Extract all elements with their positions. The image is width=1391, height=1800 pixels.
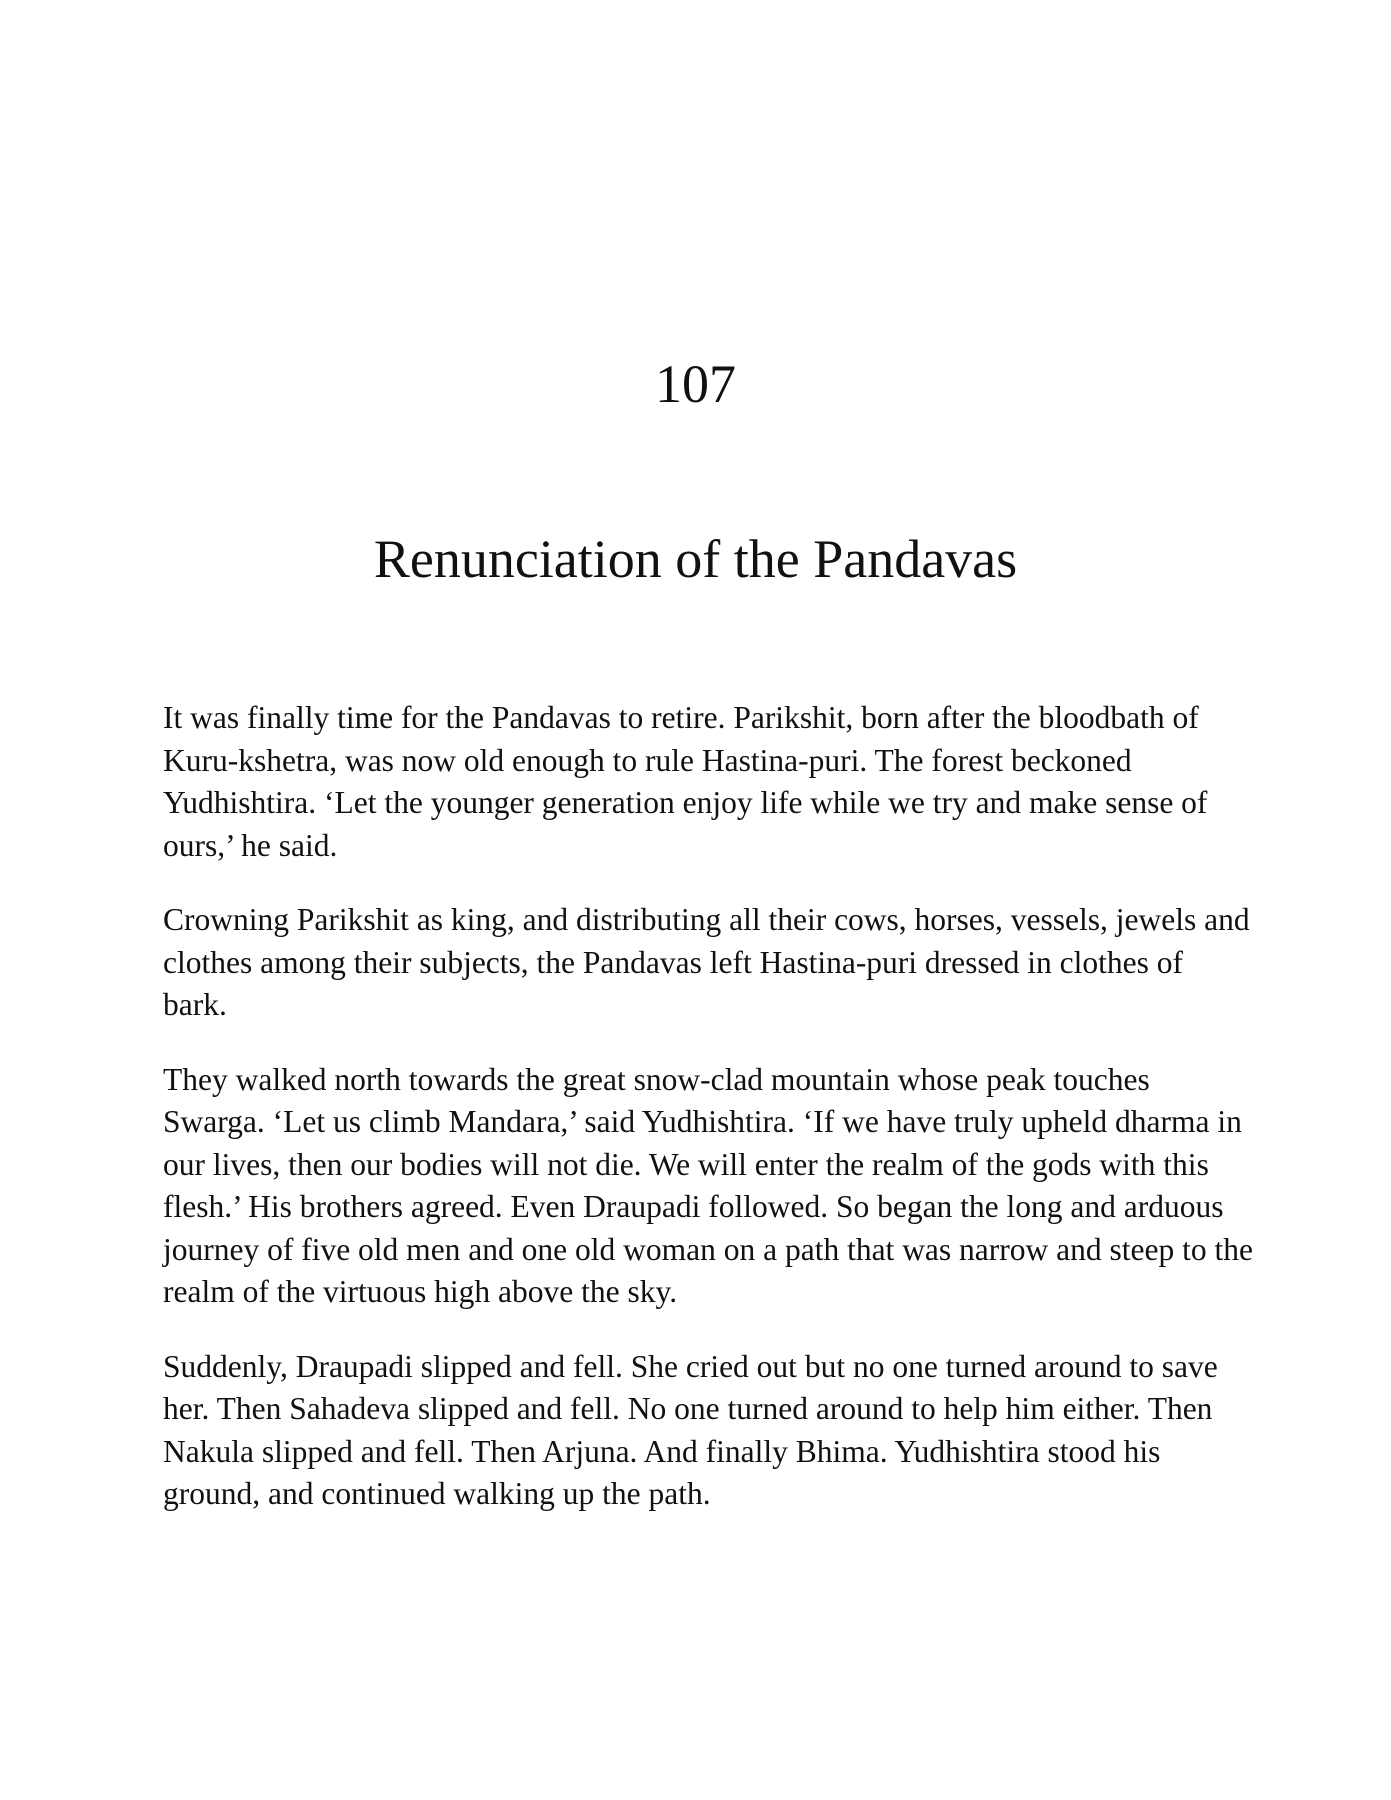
paragraph-4: Suddenly, Draupadi slipped and fell. She cried out but no one turned around to save her. Then Sahadeva slipped and fell. No one turned around to help him either. Then Nakula slipped and fell. Then Arjuna. And finally Bhima. Yudhishtira stood his ground, and continued walking up the path. <box>163 1348 1218 1511</box>
chapter-title: Renunciation of the Pandavas <box>373 529 1018 589</box>
paragraph-3: They walked north towards the great snow-clad mountain whose peak touches Swarga. ‘Let us climb Mandara,’ said Yudhishtira. ‘If we have truly upheld dharma in our lives, then our bodies will not die. We will enter the realm of the gods with this flesh.’ His brothers agreed. Even Draupadi followed. So began the long and arduous journey of five old men and one old woman on a path that was narrow and steep to the realm of the virtuous high above the sky. <box>163 1061 1253 1309</box>
chapter-number: 107 <box>655 354 736 414</box>
paragraph-2: Crowning Parikshit as king, and distributing all their cows, horses, vessels, jewels and clothes among their subjects, the Pandavas left Hastina-puri dressed in clothes of bark. <box>163 902 1250 1022</box>
chapter-body <box>163 697 1253 1548</box>
paragraph-1: It was finally time for the Pandavas to retire. Parikshit, born after the bloodbath of Kuru-kshetra, was now old enough to rule Hastina-puri. The forest beckoned Yudhishtira. ‘Let the younger generation enjoy life while we try and make sense of ours,’ he said. <box>163 700 1208 863</box>
